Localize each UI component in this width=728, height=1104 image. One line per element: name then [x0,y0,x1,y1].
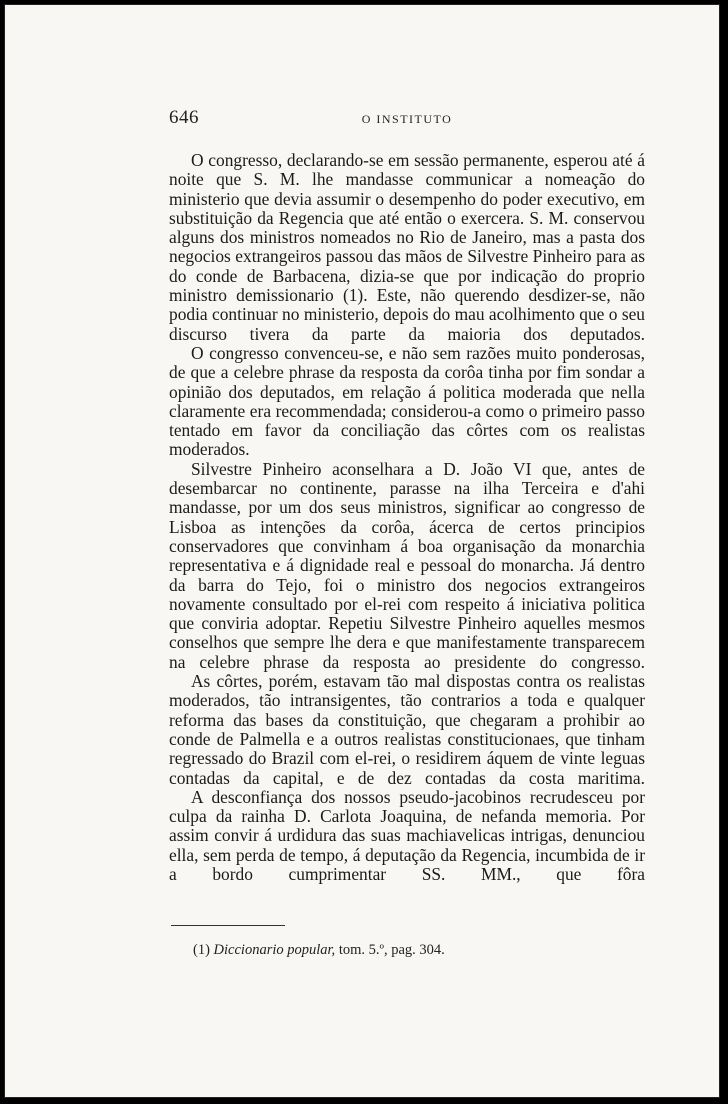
body-text [169,151,645,884]
paragraph: O congresso convenceu-se, e não sem razões muito ponderosas, de que a celebre phrase da resposta da corôa tinha por fim sondar a opinião dos deputados, em relação á politica moderada que nella claramente era recommendada; considerou-a como o primeiro passo tentado em favor da conciliação das côrtes com os realistas moderados. [169,342,645,460]
page-header [169,107,645,131]
paragraph: As côrtes, porém, estavam tão mal dispostas contra os realistas moderados, tão intransigentes, tão contrarios a toda e qualquer reforma das bases da constituição, que chegaram a prohibir ao conde de Palmella e a outros realistas constitucionaes, que tinham regressado do Brazil com el-rei, o residirem áquem de vinte leguas contadas da capital, e de dez contadas da costa maritima. [169,671,645,788]
footnote-divider [171,925,285,926]
paragraph: O congresso, declarando-se em sessão permanente, esperou até á noite que S. M. lhe mandasse communicar a nomeação do ministerio que devia assumir o desempenho do poder executivo, em substituição da Regencia que até então o exercera. S. M. conservou alguns dos ministros nomeados no Rio de Janeiro, mas a pasta dos negocios extrangeiros passou das mãos de Silvestre Pinheiro para as do conde de Barbacena, dizia-se que por indicação do proprio ministro demissionario (1). Este, não querendo desdizer-se, não podia continuar no ministerio, depois do mau acolhimento que o seu discurso tivera da parte da maioria dos deputados. [169,150,645,344]
footnote [193,942,445,959]
footnote-marker: (1) [193,942,210,958]
paragraph: Silvestre Pinheiro aconselhara a D. João VI que, antes de desembarcar no continente, parasse na ilha Terceira e d'ahi mandasse, por um dos seus ministros, significar ao congresso de Lisboa as intenções da corôa, ácerca de certos principios conservadores que convinham á boa organisação da monarchia representativa e á dignidade real e pessoal do monarcha. Já dentro da barra do Tejo, foi o ministro dos negocios extrangeiros novamente consultado por el-rei com respeito á iniciativa politica que conviria adoptar. Repetiu Silvestre Pinheiro aquelles mesmos conselhos que sempre lhe dera e que manifestamente transparecem na celebre phrase da resposta ao presidente do congresso. [169,458,645,672]
page-number: 646 [169,107,199,128]
footnote-title: Diccionario popular, [213,942,336,958]
paragraph: A desconfiança dos nossos pseudo-jacobinos recrudesceu por culpa da rainha D. Carlota Joaquina, de nefanda memoria. Por assim convir á urdidura das suas machiavelicas intrigas, denunciou ella, sem perda de tempo, á deputação da Regencia, incumbida de ir a bordo cumprimentar SS. MM., que fôra [169,786,645,884]
running-title: O INSTITUTO [361,112,453,126]
book-page [4,4,720,1098]
footnote-reference: tom. 5.º, pag. 304. [338,942,445,958]
